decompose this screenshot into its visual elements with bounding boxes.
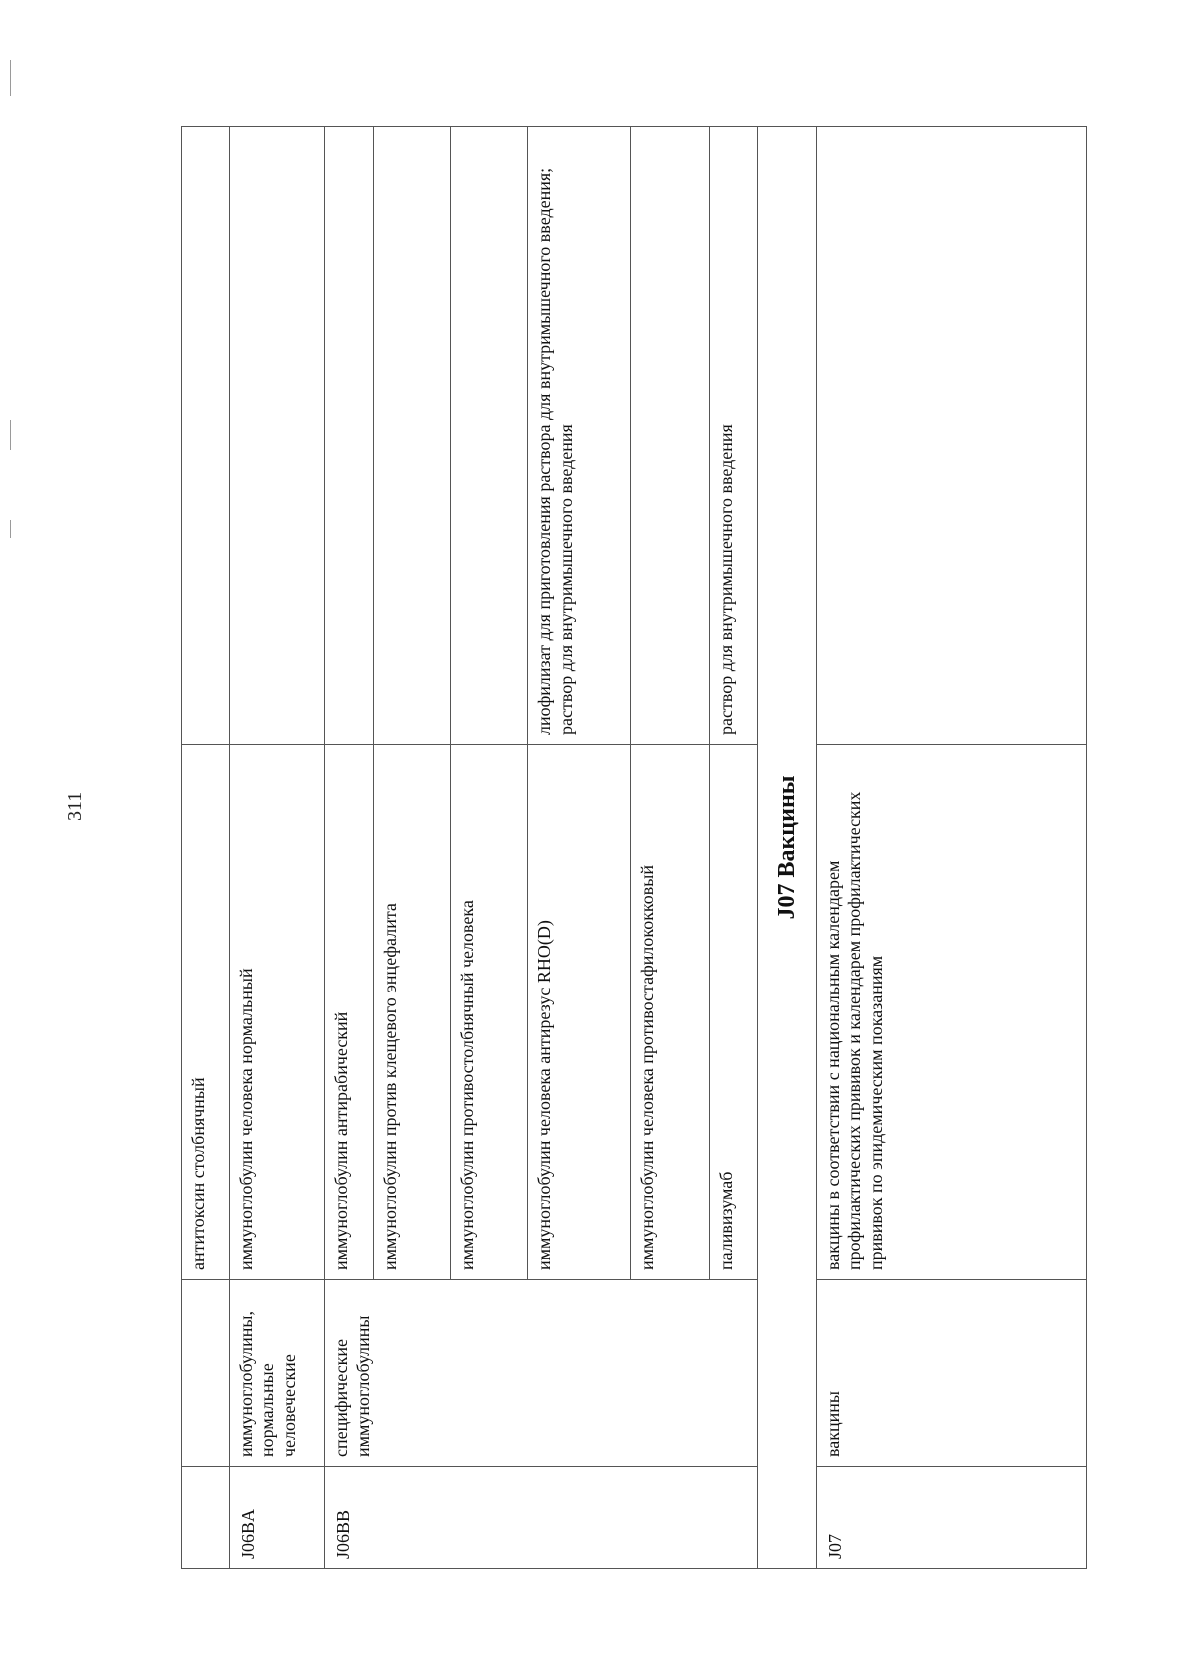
scan-margin-line — [10, 60, 11, 96]
dosage-form-cell — [816, 127, 1086, 745]
group-cell: иммуноглобулины, нормальные человеческие — [229, 1280, 324, 1467]
drug-cell: иммуноглобулин человека нормальный — [229, 745, 324, 1280]
dosage-form-cell — [709, 127, 758, 745]
drug-cell: антитоксин столбнячный — [182, 745, 230, 1280]
drug-cell: иммуноглобулин антирабический — [325, 745, 374, 1280]
drug-line: прививок по эпидемическим показаниям — [865, 955, 886, 1270]
dosage-form-line: раствор для внутримышечного введения — [715, 424, 736, 735]
section-heading-row — [758, 127, 816, 1569]
scan-margin-line — [10, 420, 11, 450]
drug-cell: иммуноглобулин против клещевого энцефалита — [373, 745, 450, 1280]
dosage-form-line: раствор для внутримышечного введения — [556, 424, 577, 735]
group-cell: вакцины — [816, 1280, 1086, 1467]
atc-code-cell — [182, 1467, 230, 1569]
table-row — [816, 127, 1086, 1569]
dosage-form-cell — [325, 127, 374, 745]
table-row — [182, 127, 230, 1569]
drug-cell: иммуноглобулин человека противостафилококковый — [631, 745, 709, 1280]
dosage-form-cell — [229, 127, 324, 745]
drug-line: вакцины в соответствии с национальным календарем профилактических прививок и календарем профилактических — [822, 791, 865, 1270]
atc-code-cell: J07 — [816, 1467, 1086, 1569]
group-cell — [182, 1280, 230, 1467]
page-number: 311 — [64, 791, 86, 821]
drug-table — [181, 126, 1087, 1569]
dosage-form-line: лиофилизат для приготовления раствора для внутримышечного введения; — [534, 167, 555, 735]
atc-code-cell: J06BA — [229, 1467, 324, 1569]
atc-code-cell: J06BB — [325, 1467, 758, 1569]
table-row — [325, 127, 374, 1569]
group-cell: специфические иммуноглобулины — [325, 1280, 758, 1467]
drug-cell: иммуноглобулин человека антирезус RHO(D) — [528, 745, 631, 1280]
rotated-table-container — [181, 127, 1087, 1569]
section-heading: J07 Вакцины — [758, 127, 816, 1569]
drug-cell: иммуноглобулин противостолбнячный человека — [451, 745, 528, 1280]
dosage-form-cell — [451, 127, 528, 745]
dosage-form-cell — [373, 127, 450, 745]
table-row — [229, 127, 324, 1569]
drug-cell — [816, 745, 1086, 1280]
drug-cell: паливизумаб — [709, 745, 758, 1280]
scan-margin-line — [10, 520, 11, 538]
dosage-form-cell — [182, 127, 230, 745]
dosage-form-cell — [631, 127, 709, 745]
dosage-form-cell — [528, 127, 631, 745]
